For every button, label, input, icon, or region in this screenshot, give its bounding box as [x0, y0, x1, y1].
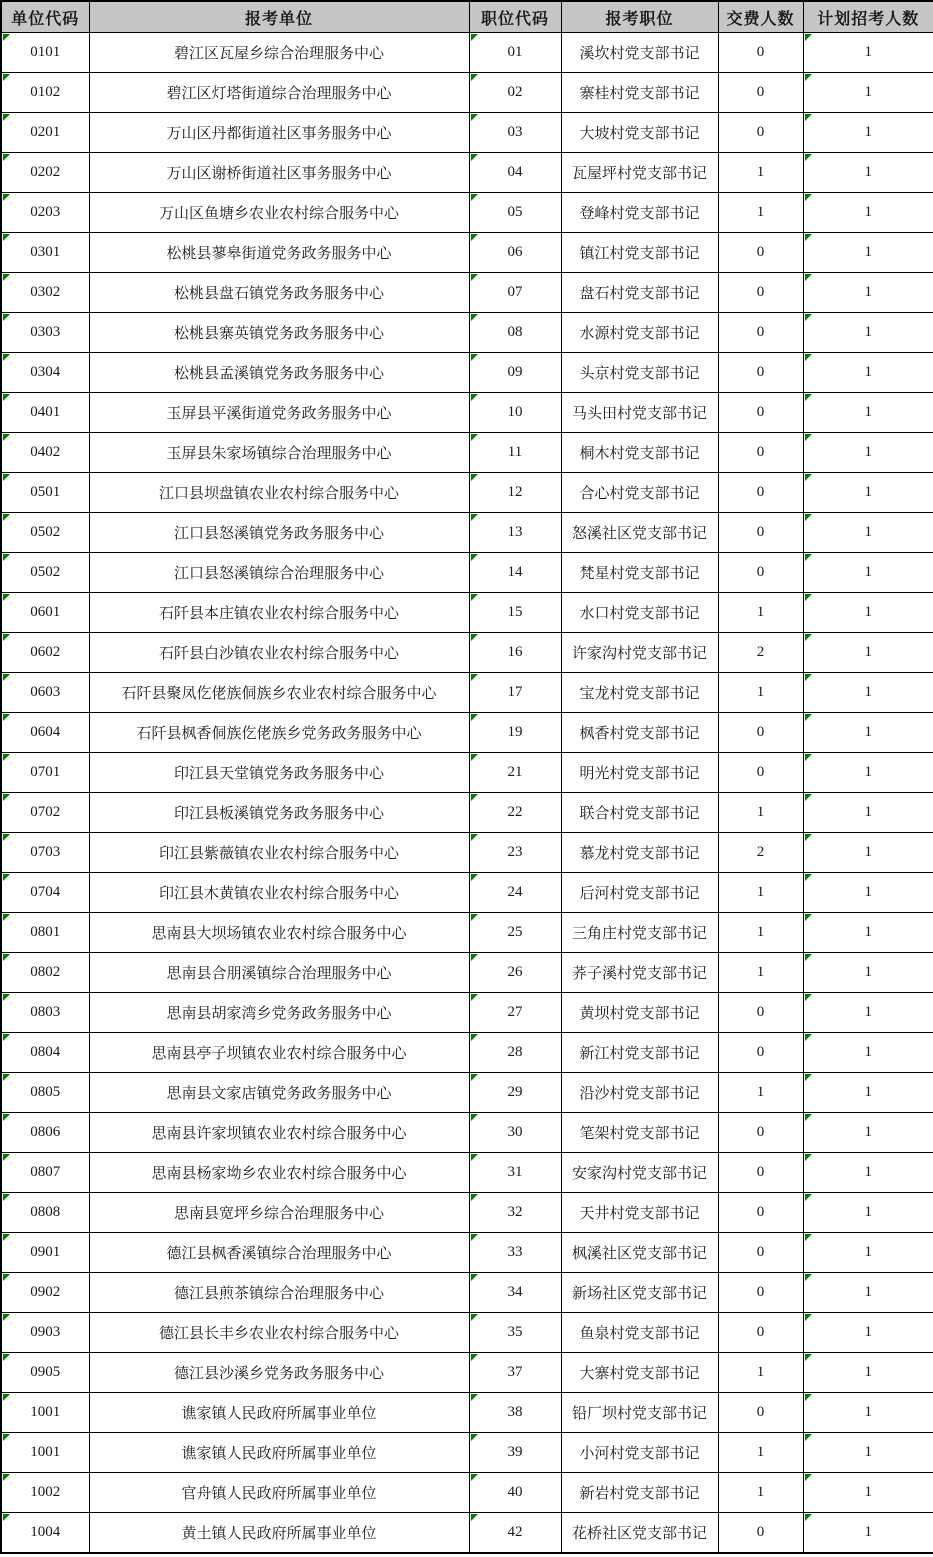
table-row: [1, 993, 933, 1033]
unit-name-cell: 万山区鱼塘乡农业农村综合服务中心: [89, 193, 469, 233]
position-name-cell: 大寨村党支部书记: [561, 1353, 718, 1393]
table-row: [1, 753, 933, 793]
unit-code-cell: 1004: [1, 1513, 89, 1554]
header-unit-code: 单位代码: [1, 1, 89, 33]
paid-count-cell: 0: [718, 1233, 803, 1273]
unit-code-cell: 0502: [1, 513, 89, 553]
planned-count-cell: 1: [803, 993, 933, 1033]
position-name-cell: 荞子溪村党支部书记: [561, 953, 718, 993]
table-row: [1, 1273, 933, 1313]
paid-count-cell: 2: [718, 633, 803, 673]
unit-name-cell: 思南县亭子坝镇农业农村综合服务中心: [89, 1033, 469, 1073]
position-name-cell: 黄坝村党支部书记: [561, 993, 718, 1033]
position-code-cell: 04: [469, 153, 561, 193]
position-code-cell: 22: [469, 793, 561, 833]
unit-name-cell: 万山区谢桥街道社区事务服务中心: [89, 153, 469, 193]
position-name-cell: 鱼泉村党支部书记: [561, 1313, 718, 1353]
table-row: [1, 1073, 933, 1113]
planned-count-cell: 1: [803, 793, 933, 833]
planned-count-cell: 1: [803, 1233, 933, 1273]
unit-name-cell: 思南县文家店镇党务政务服务中心: [89, 1073, 469, 1113]
table-row: [1, 393, 933, 433]
unit-code-cell: 0301: [1, 233, 89, 273]
table-row: [1, 1433, 933, 1473]
paid-count-cell: 1: [718, 673, 803, 713]
position-name-cell: 花桥社区党支部书记: [561, 1513, 718, 1554]
table-row: [1, 953, 933, 993]
position-name-cell: 新场社区党支部书记: [561, 1273, 718, 1313]
planned-count-cell: 1: [803, 833, 933, 873]
paid-count-cell: 1: [718, 153, 803, 193]
unit-code-cell: 1001: [1, 1393, 89, 1433]
unit-code-cell: 0402: [1, 433, 89, 473]
paid-count-cell: 1: [718, 1073, 803, 1113]
position-code-cell: 05: [469, 193, 561, 233]
paid-count-cell: 0: [718, 73, 803, 113]
unit-code-cell: 1002: [1, 1473, 89, 1513]
unit-name-cell: 印江县木黄镇农业农村综合服务中心: [89, 873, 469, 913]
unit-name-cell: 石阡县白沙镇农业农村综合服务中心: [89, 633, 469, 673]
position-name-cell: 头京村党支部书记: [561, 353, 718, 393]
table-row: [1, 673, 933, 713]
table-row: [1, 233, 933, 273]
unit-code-cell: 0302: [1, 273, 89, 313]
position-code-cell: 23: [469, 833, 561, 873]
planned-count-cell: 1: [803, 1273, 933, 1313]
planned-count-cell: 1: [803, 1193, 933, 1233]
table-row: [1, 113, 933, 153]
table-row: [1, 193, 933, 233]
table-row: [1, 1513, 933, 1554]
position-name-cell: 明光村党支部书记: [561, 753, 718, 793]
position-code-cell: 29: [469, 1073, 561, 1113]
position-code-cell: 38: [469, 1393, 561, 1433]
paid-count-cell: 1: [718, 593, 803, 633]
planned-count-cell: 1: [803, 1153, 933, 1193]
unit-name-cell: 思南县胡家湾乡党务政务服务中心: [89, 993, 469, 1033]
paid-count-cell: 1: [718, 873, 803, 913]
unit-name-cell: 思南县大坝场镇农业农村综合服务中心: [89, 913, 469, 953]
position-code-cell: 30: [469, 1113, 561, 1153]
paid-count-cell: 0: [718, 1393, 803, 1433]
position-name-cell: 铅厂坝村党支部书记: [561, 1393, 718, 1433]
table-row: [1, 313, 933, 353]
unit-code-cell: 0601: [1, 593, 89, 633]
planned-count-cell: 1: [803, 273, 933, 313]
position-name-cell: 新江村党支部书记: [561, 1033, 718, 1073]
unit-code-cell: 0501: [1, 473, 89, 513]
unit-code-cell: 0401: [1, 393, 89, 433]
position-name-cell: 合心村党支部书记: [561, 473, 718, 513]
table-row: [1, 433, 933, 473]
paid-count-cell: 0: [718, 433, 803, 473]
unit-name-cell: 思南县合朋溪镇综合治理服务中心: [89, 953, 469, 993]
table-row: [1, 873, 933, 913]
table-row: [1, 513, 933, 553]
unit-code-cell: 0801: [1, 913, 89, 953]
position-name-cell: 溪坎村党支部书记: [561, 33, 718, 73]
position-name-cell: 梵星村党支部书记: [561, 553, 718, 593]
table-row: [1, 1393, 933, 1433]
unit-name-cell: 思南县杨家坳乡农业农村综合服务中心: [89, 1153, 469, 1193]
unit-code-cell: 1001: [1, 1433, 89, 1473]
planned-count-cell: 1: [803, 1353, 933, 1393]
unit-code-cell: 0701: [1, 753, 89, 793]
position-name-cell: 天井村党支部书记: [561, 1193, 718, 1233]
table-row: [1, 1233, 933, 1273]
paid-count-cell: 0: [718, 753, 803, 793]
table-body: [1, 33, 933, 1554]
unit-name-cell: 江口县坝盘镇农业农村综合服务中心: [89, 473, 469, 513]
position-code-cell: 07: [469, 273, 561, 313]
unit-name-cell: 江口县怒溪镇综合治理服务中心: [89, 553, 469, 593]
unit-name-cell: 德江县煎茶镇综合治理服务中心: [89, 1273, 469, 1313]
position-code-cell: 39: [469, 1433, 561, 1473]
unit-code-cell: 0502: [1, 553, 89, 593]
planned-count-cell: 1: [803, 233, 933, 273]
unit-code-cell: 0203: [1, 193, 89, 233]
position-code-cell: 15: [469, 593, 561, 633]
unit-code-cell: 0804: [1, 1033, 89, 1073]
position-code-cell: 13: [469, 513, 561, 553]
position-code-cell: 25: [469, 913, 561, 953]
position-code-cell: 35: [469, 1313, 561, 1353]
unit-name-cell: 思南县宽坪乡综合治理服务中心: [89, 1193, 469, 1233]
planned-count-cell: 1: [803, 353, 933, 393]
position-code-cell: 01: [469, 33, 561, 73]
paid-count-cell: 0: [718, 993, 803, 1033]
position-name-cell: 桐木村党支部书记: [561, 433, 718, 473]
planned-count-cell: 1: [803, 1313, 933, 1353]
paid-count-cell: 0: [718, 513, 803, 553]
position-code-cell: 27: [469, 993, 561, 1033]
position-name-cell: 新岩村党支部书记: [561, 1473, 718, 1513]
position-name-cell: 马头田村党支部书记: [561, 393, 718, 433]
planned-count-cell: 1: [803, 1073, 933, 1113]
position-code-cell: 16: [469, 633, 561, 673]
unit-code-cell: 0805: [1, 1073, 89, 1113]
unit-name-cell: 德江县枫香溪镇综合治理服务中心: [89, 1233, 469, 1273]
position-name-cell: 小河村党支部书记: [561, 1433, 718, 1473]
unit-name-cell: 黄土镇人民政府所属事业单位: [89, 1513, 469, 1554]
unit-name-cell: 石阡县枫香侗族仡佬族乡党务政务服务中心: [89, 713, 469, 753]
position-code-cell: 37: [469, 1353, 561, 1393]
position-name-cell: 怒溪社区党支部书记: [561, 513, 718, 553]
unit-code-cell: 0603: [1, 673, 89, 713]
position-code-cell: 32: [469, 1193, 561, 1233]
unit-name-cell: 万山区丹都街道社区事务服务中心: [89, 113, 469, 153]
planned-count-cell: 1: [803, 393, 933, 433]
planned-count-cell: 1: [803, 33, 933, 73]
unit-name-cell: 松桃县蓼皋街道党务政务服务中心: [89, 233, 469, 273]
paid-count-cell: 1: [718, 913, 803, 953]
table-header-row: [1, 1, 933, 33]
unit-code-cell: 0902: [1, 1273, 89, 1313]
table-row: [1, 593, 933, 633]
position-code-cell: 14: [469, 553, 561, 593]
unit-name-cell: 江口县怒溪镇党务政务服务中心: [89, 513, 469, 553]
position-code-cell: 17: [469, 673, 561, 713]
header-unit-name: 报考单位: [89, 1, 469, 33]
unit-code-cell: 0101: [1, 33, 89, 73]
unit-code-cell: 0303: [1, 313, 89, 353]
position-name-cell: 大坡村党支部书记: [561, 113, 718, 153]
position-name-cell: 三角庄村党支部书记: [561, 913, 718, 953]
planned-count-cell: 1: [803, 913, 933, 953]
paid-count-cell: 2: [718, 833, 803, 873]
position-code-cell: 08: [469, 313, 561, 353]
unit-code-cell: 0803: [1, 993, 89, 1033]
paid-count-cell: 0: [718, 393, 803, 433]
position-name-cell: 水源村党支部书记: [561, 313, 718, 353]
table-row: [1, 73, 933, 113]
position-name-cell: 安家沟村党支部书记: [561, 1153, 718, 1193]
unit-name-cell: 松桃县盘石镇党务政务服务中心: [89, 273, 469, 313]
position-code-cell: 24: [469, 873, 561, 913]
paid-count-cell: 0: [718, 1033, 803, 1073]
unit-name-cell: 官舟镇人民政府所属事业单位: [89, 1473, 469, 1513]
planned-count-cell: 1: [803, 1393, 933, 1433]
table-row: [1, 1473, 933, 1513]
position-name-cell: 宝龙村党支部书记: [561, 673, 718, 713]
table-row: [1, 473, 933, 513]
header-position-name: 报考职位: [561, 1, 718, 33]
table-row: [1, 1193, 933, 1233]
unit-code-cell: 0802: [1, 953, 89, 993]
unit-name-cell: 谯家镇人民政府所属事业单位: [89, 1393, 469, 1433]
paid-count-cell: 1: [718, 953, 803, 993]
planned-count-cell: 1: [803, 713, 933, 753]
planned-count-cell: 1: [803, 73, 933, 113]
table-row: [1, 713, 933, 753]
planned-count-cell: 1: [803, 433, 933, 473]
planned-count-cell: 1: [803, 1433, 933, 1473]
planned-count-cell: 1: [803, 313, 933, 353]
table-row: [1, 1033, 933, 1073]
unit-name-cell: 德江县长丰乡农业农村综合服务中心: [89, 1313, 469, 1353]
unit-name-cell: 松桃县孟溪镇党务政务服务中心: [89, 353, 469, 393]
planned-count-cell: 1: [803, 153, 933, 193]
table-row: [1, 793, 933, 833]
paid-count-cell: 0: [718, 273, 803, 313]
table-row: [1, 1353, 933, 1393]
unit-code-cell: 0304: [1, 353, 89, 393]
unit-code-cell: 0905: [1, 1353, 89, 1393]
unit-name-cell: 德江县沙溪乡党务政务服务中心: [89, 1353, 469, 1393]
table-row: [1, 33, 933, 73]
unit-code-cell: 0703: [1, 833, 89, 873]
planned-count-cell: 1: [803, 633, 933, 673]
position-name-cell: 笔架村党支部书记: [561, 1113, 718, 1153]
paid-count-cell: 0: [718, 553, 803, 593]
table-row: [1, 1153, 933, 1193]
unit-code-cell: 0901: [1, 1233, 89, 1273]
paid-count-cell: 1: [718, 1433, 803, 1473]
unit-name-cell: 印江县板溪镇党务政务服务中心: [89, 793, 469, 833]
position-code-cell: 34: [469, 1273, 561, 1313]
position-code-cell: 33: [469, 1233, 561, 1273]
planned-count-cell: 1: [803, 1033, 933, 1073]
unit-name-cell: 石阡县聚凤仡佬族侗族乡农业农村综合服务中心: [89, 673, 469, 713]
position-code-cell: 11: [469, 433, 561, 473]
position-name-cell: 联合村党支部书记: [561, 793, 718, 833]
planned-count-cell: 1: [803, 473, 933, 513]
paid-count-cell: 0: [718, 113, 803, 153]
position-code-cell: 19: [469, 713, 561, 753]
unit-name-cell: 思南县许家坝镇农业农村综合服务中心: [89, 1113, 469, 1153]
position-code-cell: 06: [469, 233, 561, 273]
unit-code-cell: 0903: [1, 1313, 89, 1353]
header-paid-count: 交费人数: [718, 1, 803, 33]
unit-name-cell: 印江县天堂镇党务政务服务中心: [89, 753, 469, 793]
unit-name-cell: 玉屏县平溪街道党务政务服务中心: [89, 393, 469, 433]
paid-count-cell: 0: [718, 1193, 803, 1233]
planned-count-cell: 1: [803, 593, 933, 633]
planned-count-cell: 1: [803, 873, 933, 913]
paid-count-cell: 0: [718, 353, 803, 393]
position-code-cell: 09: [469, 353, 561, 393]
position-code-cell: 02: [469, 73, 561, 113]
position-name-cell: 慕龙村党支部书记: [561, 833, 718, 873]
unit-code-cell: 0704: [1, 873, 89, 913]
position-name-cell: 镇江村党支部书记: [561, 233, 718, 273]
paid-count-cell: 0: [718, 713, 803, 753]
table-row: [1, 553, 933, 593]
planned-count-cell: 1: [803, 113, 933, 153]
paid-count-cell: 1: [718, 1473, 803, 1513]
paid-count-cell: 1: [718, 793, 803, 833]
unit-code-cell: 0806: [1, 1113, 89, 1153]
table-row: [1, 153, 933, 193]
paid-count-cell: 0: [718, 1273, 803, 1313]
position-name-cell: 瓦屋坪村党支部书记: [561, 153, 718, 193]
unit-code-cell: 0808: [1, 1193, 89, 1233]
position-name-cell: 水口村党支部书记: [561, 593, 718, 633]
paid-count-cell: 0: [718, 1513, 803, 1554]
position-name-cell: 盘石村党支部书记: [561, 273, 718, 313]
position-code-cell: 21: [469, 753, 561, 793]
planned-count-cell: 1: [803, 953, 933, 993]
table-row: [1, 1113, 933, 1153]
position-code-cell: 40: [469, 1473, 561, 1513]
unit-name-cell: 玉屏县朱家场镇综合治理服务中心: [89, 433, 469, 473]
unit-code-cell: 0702: [1, 793, 89, 833]
table-row: [1, 913, 933, 953]
position-code-cell: 10: [469, 393, 561, 433]
unit-name-cell: 松桃县寨英镇党务政务服务中心: [89, 313, 469, 353]
unit-code-cell: 0201: [1, 113, 89, 153]
position-name-cell: 后河村党支部书记: [561, 873, 718, 913]
planned-count-cell: 1: [803, 1513, 933, 1554]
unit-code-cell: 0602: [1, 633, 89, 673]
position-code-cell: 26: [469, 953, 561, 993]
position-name-cell: 枫溪社区党支部书记: [561, 1233, 718, 1273]
table-row: [1, 273, 933, 313]
paid-count-cell: 1: [718, 193, 803, 233]
planned-count-cell: 1: [803, 1473, 933, 1513]
planned-count-cell: 1: [803, 753, 933, 793]
unit-code-cell: 0604: [1, 713, 89, 753]
unit-name-cell: 碧江区灯塔街道综合治理服务中心: [89, 73, 469, 113]
position-name-cell: 登峰村党支部书记: [561, 193, 718, 233]
header-planned-count: 计划招考人数: [803, 1, 933, 33]
position-code-cell: 28: [469, 1033, 561, 1073]
planned-count-cell: 1: [803, 193, 933, 233]
position-code-cell: 03: [469, 113, 561, 153]
table-row: [1, 1313, 933, 1353]
unit-code-cell: 0202: [1, 153, 89, 193]
unit-code-cell: 0102: [1, 73, 89, 113]
planned-count-cell: 1: [803, 673, 933, 713]
paid-count-cell: 0: [718, 1313, 803, 1353]
paid-count-cell: 1: [718, 1353, 803, 1393]
paid-count-cell: 0: [718, 233, 803, 273]
planned-count-cell: 1: [803, 1113, 933, 1153]
paid-count-cell: 0: [718, 1113, 803, 1153]
paid-count-cell: 0: [718, 1153, 803, 1193]
position-name-cell: 许家沟村党支部书记: [561, 633, 718, 673]
position-name-cell: 枫香村党支部书记: [561, 713, 718, 753]
table-row: [1, 633, 933, 673]
planned-count-cell: 1: [803, 513, 933, 553]
position-code-cell: 31: [469, 1153, 561, 1193]
planned-count-cell: 1: [803, 553, 933, 593]
paid-count-cell: 0: [718, 473, 803, 513]
position-name-cell: 寨桂村党支部书记: [561, 73, 718, 113]
unit-code-cell: 0807: [1, 1153, 89, 1193]
position-code-cell: 42: [469, 1513, 561, 1554]
unit-name-cell: 印江县紫薇镇农业农村综合服务中心: [89, 833, 469, 873]
position-code-cell: 12: [469, 473, 561, 513]
unit-name-cell: 谯家镇人民政府所属事业单位: [89, 1433, 469, 1473]
position-name-cell: 沿沙村党支部书记: [561, 1073, 718, 1113]
unit-name-cell: 石阡县本庄镇农业农村综合服务中心: [89, 593, 469, 633]
table-row: [1, 833, 933, 873]
table-row: [1, 353, 933, 393]
paid-count-cell: 0: [718, 313, 803, 353]
paid-count-cell: 0: [718, 33, 803, 73]
unit-name-cell: 碧江区瓦屋乡综合治理服务中心: [89, 33, 469, 73]
header-position-code: 职位代码: [469, 1, 561, 33]
